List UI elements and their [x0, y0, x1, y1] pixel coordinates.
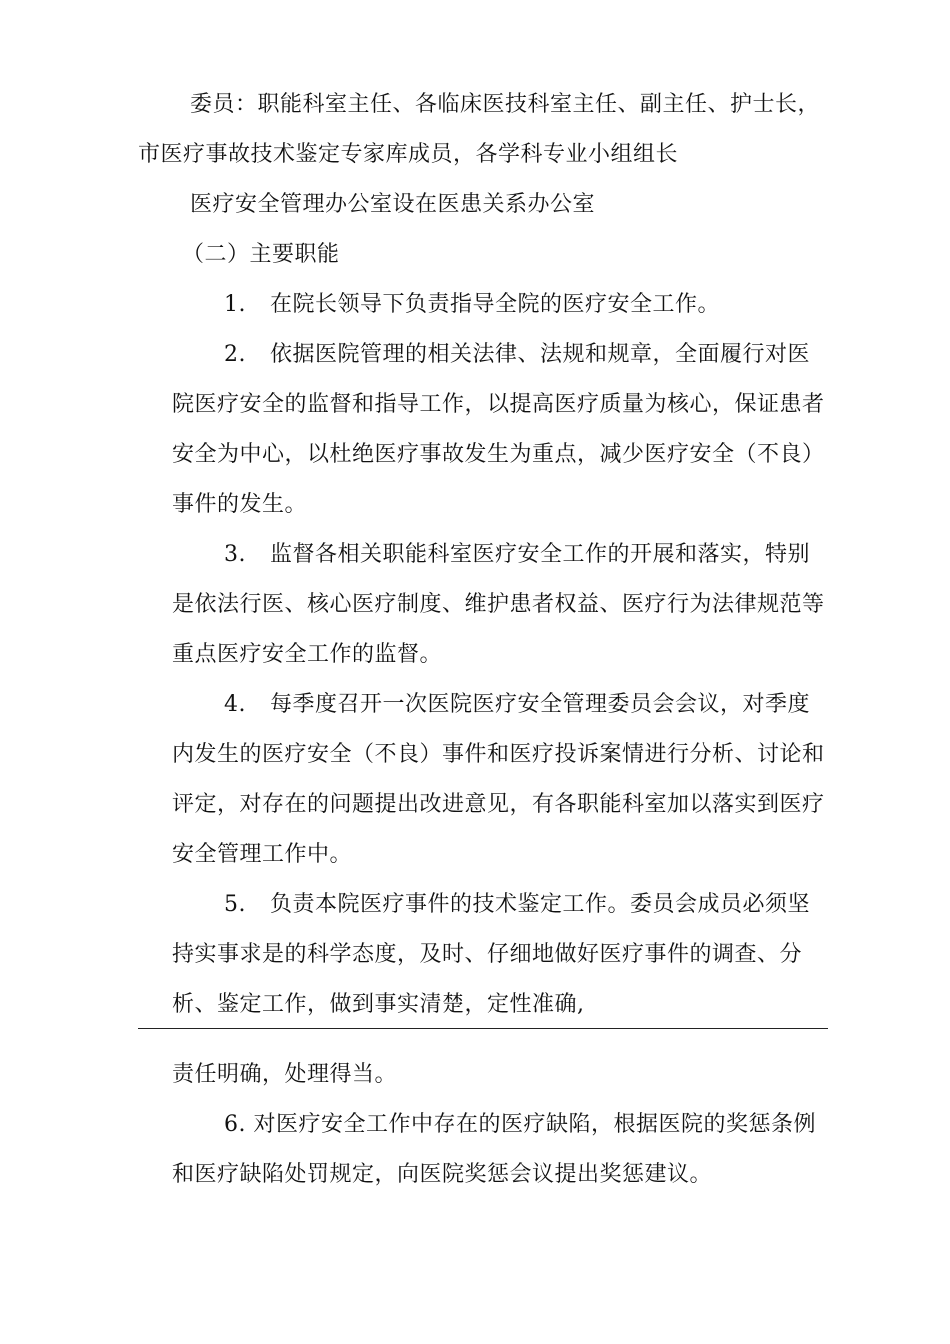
- item-2-line-4: 事件的发生。: [172, 492, 308, 517]
- members-line-1: 委员：职能科室主任、各临床医技科室主任、副主任、护士长，: [190, 92, 821, 117]
- item-2-line-3: 安全为中心，以杜绝医疗事故发生为重点，减少医疗安全（不良）: [172, 442, 825, 467]
- item-text: 监督各相关职能科室医疗安全工作的开展和落实，特别: [270, 542, 811, 567]
- item-2-line-1: [224, 340, 810, 370]
- item-6-line-1: 6. 对医疗安全工作中存在的医疗缺陷，根据医院的奖惩条例: [224, 1112, 816, 1137]
- section-heading: （二）主要职能: [182, 242, 340, 267]
- item-3-line-1: [224, 540, 810, 570]
- item-5-line-2: 持实事求是的科学态度，及时、仔细地做好医疗事件的调查、分: [172, 942, 803, 967]
- item-number: 1.: [224, 292, 246, 317]
- item-4-line-4: 安全管理工作中。: [172, 842, 353, 867]
- item-text: 依据医院管理的相关法律、法规和规章，全面履行对医: [270, 342, 811, 367]
- item-4-line-2: 内发生的医疗安全（不良）事件和医疗投诉案情进行分析、讨论和: [172, 742, 825, 767]
- item-1-line-1: [224, 290, 720, 320]
- continuation-line: 责任明确，处理得当。: [172, 1062, 398, 1087]
- item-5-line-1: [224, 890, 810, 920]
- item-6-line-2: 和医疗缺陷处罚规定，向医院奖惩会议提出奖惩建议。: [172, 1162, 713, 1187]
- item-number: 4.: [224, 692, 246, 717]
- item-4-line-1: [224, 690, 810, 720]
- item-3-line-3: 重点医疗安全工作的监督。: [172, 642, 443, 667]
- page-divider: [138, 1028, 828, 1029]
- item-number: 3.: [224, 542, 246, 567]
- item-3-line-2: 是依法行医、核心医疗制度、维护患者权益、医疗行为法律规范等: [172, 592, 825, 617]
- item-2-line-2: 院医疗安全的监督和指导工作，以提高医疗质量为核心，保证患者: [172, 392, 825, 417]
- item-text: 每季度召开一次医院医疗安全管理委员会会议，对季度: [270, 692, 811, 717]
- item-5-line-3: 析、鉴定工作，做到事实清楚，定性准确,: [172, 992, 585, 1017]
- item-4-line-3: 评定，对存在的问题提出改进意见，有各职能科室加以落实到医疗: [172, 792, 825, 817]
- members-line-2: 市医疗事故技术鉴定专家库成员，各学科专业小组组长: [138, 142, 679, 167]
- office-line: 医疗安全管理办公室设在医患关系办公室: [190, 192, 596, 217]
- item-number: 5.: [224, 892, 246, 917]
- item-text: 负责本院医疗事件的技术鉴定工作。委员会成员必须坚: [270, 892, 811, 917]
- item-number: 2.: [224, 342, 246, 367]
- item-text: 在院长领导下负责指导全院的医疗安全工作。: [270, 292, 721, 317]
